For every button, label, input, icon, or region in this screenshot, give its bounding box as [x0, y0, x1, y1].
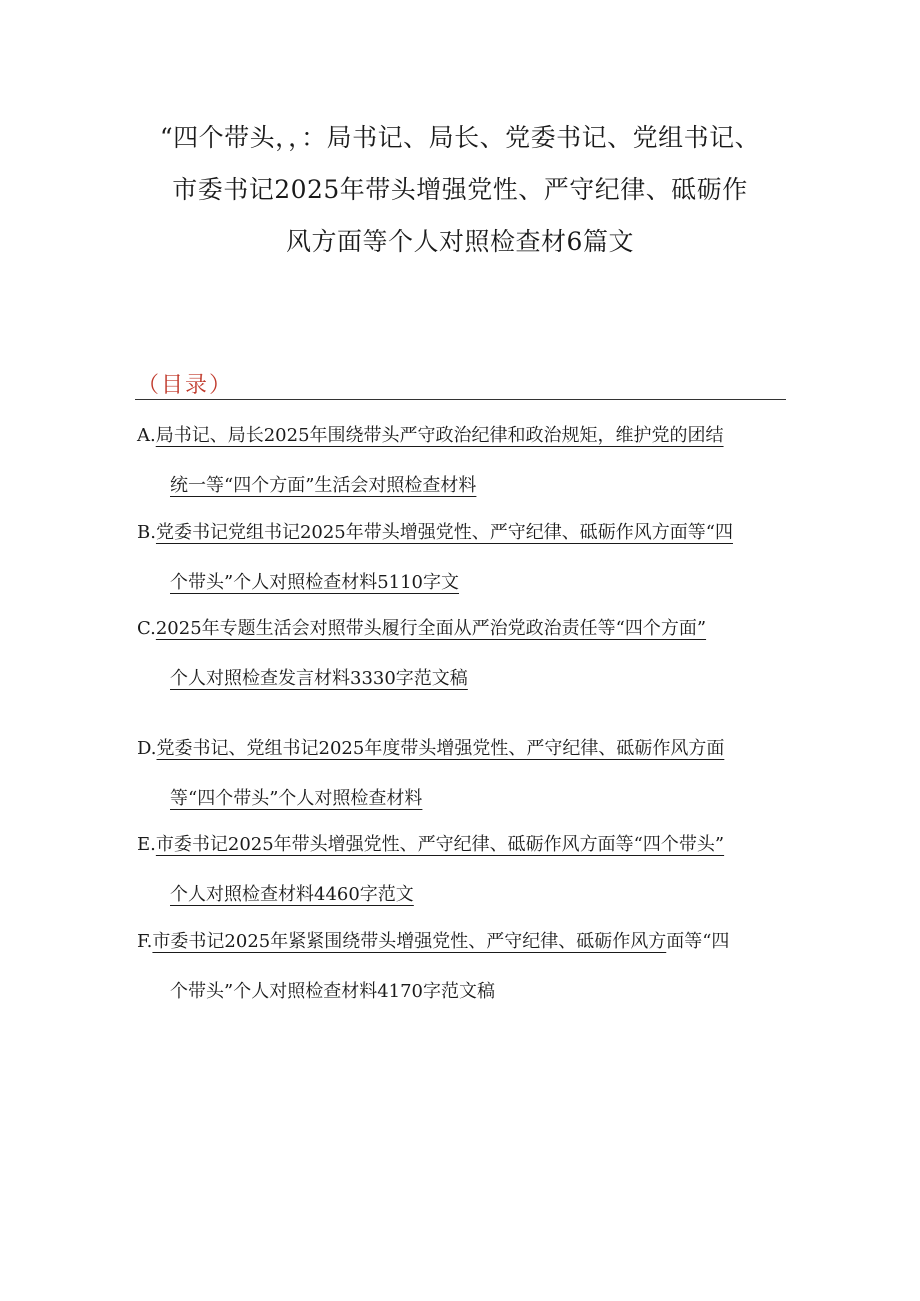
toc-entry-link[interactable]: 市委书记2025年带头增强党性、严守纪律、砥砺作风方面等“四个带头”: [155, 834, 725, 855]
toc-entry-link-cont[interactable]: 个人对照检查材料4460字范文: [170, 884, 414, 905]
document-title: [0, 112, 920, 268]
toc-divider: [135, 399, 786, 400]
toc-entry-text-cont: 个带头”个人对照检查材料4170字范文稿: [170, 981, 496, 1002]
toc-entry-prefix: F.: [137, 931, 153, 952]
toc-entry-link-cont[interactable]: 等“四个带头”个人对照检查材料: [170, 788, 423, 809]
toc-entry-prefix: C.: [137, 618, 156, 639]
toc-entry-prefix: B.: [137, 522, 156, 543]
toc-entry-link[interactable]: 党委书记、党组书记2025年度带头增强党性、严守纪律、砥砺作风方面: [156, 738, 725, 759]
toc-entry-link[interactable]: 局书记、局长2025年围绕带头严守政治纪律和政治规矩，维护党的团结: [155, 425, 724, 446]
title-line-1: “四个带头，，：局书记、局长、党委书记、党组书记、: [159, 123, 761, 152]
toc-entry-prefix: D.: [137, 738, 157, 759]
toc-entry-prefix: A.: [137, 425, 156, 446]
toc-entry-link-cont[interactable]: 个带头”个人对照检查材料5110字文: [170, 572, 460, 593]
toc-entry-text-rest: 面等“四: [666, 931, 730, 952]
title-line-3: 风方面等个人对照检查材6篇文: [286, 227, 634, 256]
toc-entry-link[interactable]: 市委书记2025年紧紧围绕带头增强党性、严守纪律、砥砺作风方: [152, 931, 667, 952]
toc-entry-link-cont[interactable]: 个人对照检查发言材料3330字范文稿: [170, 668, 468, 689]
toc-entry-link[interactable]: 党委书记党组书记2025年带头增强党性、严守纪律、砥砺作风方面等“四: [155, 522, 733, 543]
toc-entry-prefix: E.: [137, 834, 156, 855]
title-line-2: 市委书记2025年带头增强党性、严守纪律、砥砺作: [172, 175, 748, 204]
toc-entry-link[interactable]: 2025年专题生活会对照带头履行全面从严治党政治责任等“四个方面”: [155, 618, 707, 639]
toc-entry-link-cont[interactable]: 统一等“四个方面”生活会对照检查材料: [170, 475, 477, 496]
toc-heading: （目录）: [137, 373, 234, 398]
